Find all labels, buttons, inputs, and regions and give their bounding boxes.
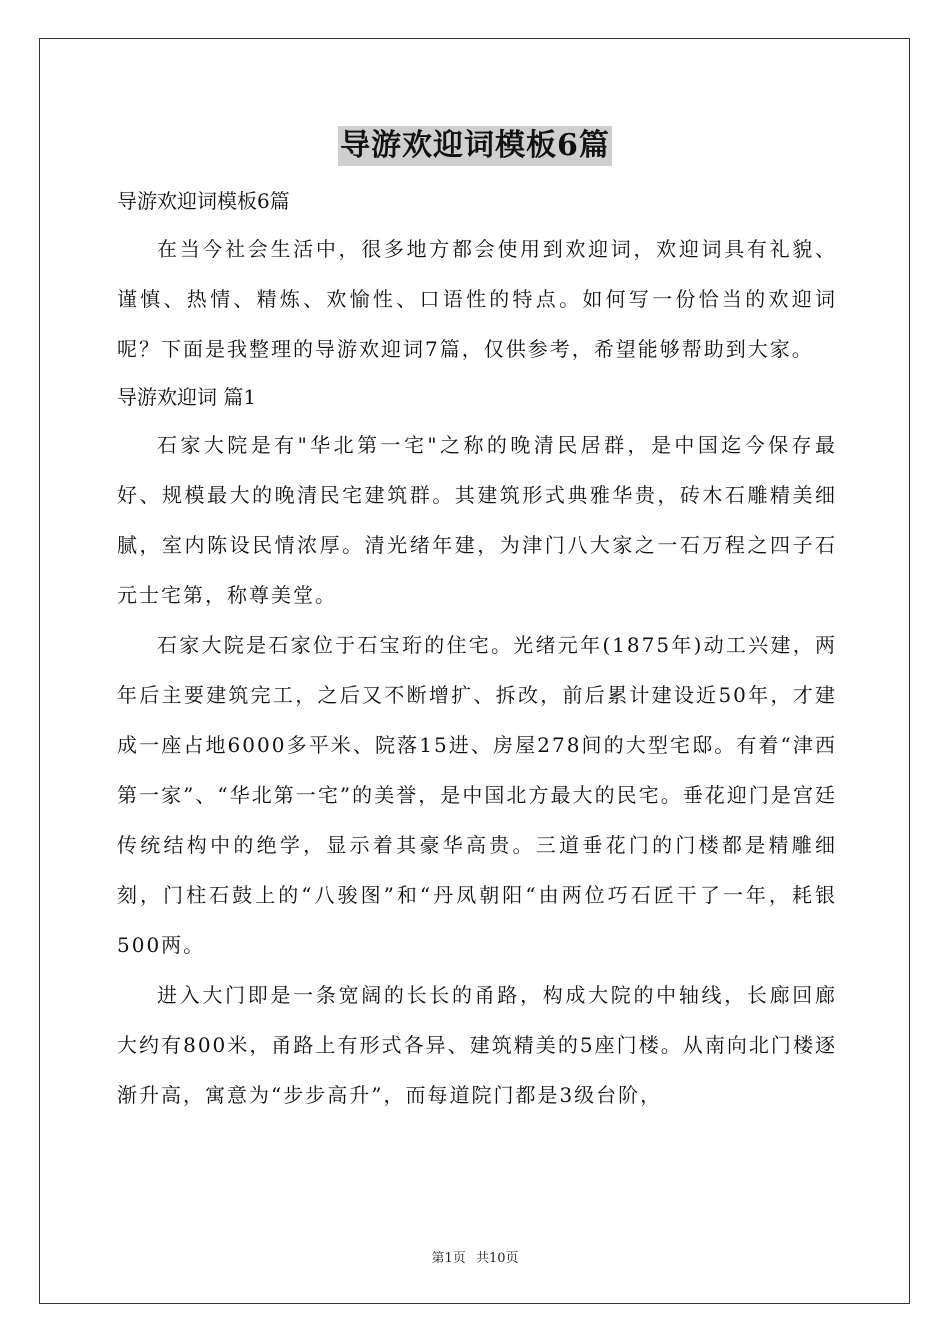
page-number: 第1页 [431, 1251, 466, 1266]
body-paragraph: 石家大院是有"华北第一宅"之称的晚清民居群，是中国迄今保存最好、规模最大的晚清民宅建筑群。其建筑形式典雅华贵，砖木石雕精美细腻，室内陈设民情浓厚。清光绪年建，为津门八大家之一石万程之四子石元士宅第，称尊美堂。 [117, 433, 837, 607]
body-paragraph: 石家大院是石家位于石宝珩的住宅。光绪元年(1875年)动工兴建，两年后主要建筑完工，之后又不断增扩、拆改，前后累计建设近50年，才建成一座占地6000多平米、院落15进、房屋278间的大型宅邸。有着“津西第一家”、“华北第一宅”的美誉，是中国北方最大的民宅。垂花迎门是宫廷传统结构中的绝学，显示着其豪华高贵。三道垂花门的门楼都是精雕细刻，门柱石鼓上的“八骏图”和“丹凤朝阳“由两位巧石匠干了一年，耗银500两。 [117, 633, 837, 957]
page-footer [0, 1247, 950, 1266]
title-container [0, 126, 950, 166]
section-heading: 导游欢迎词 篇1 [117, 385, 257, 409]
intro-paragraph: 在当今社会生活中，很多地方都会使用到欢迎词，欢迎词具有礼貌、谨慎、热情、精炼、欢愉性、口语性的特点。如何写一份恰当的欢迎词呢？下面是我整理的导游欢迎词7篇，仅供参考，希望能够帮助到大家。 [117, 237, 837, 361]
page-total: 共10页 [475, 1251, 519, 1266]
document-subtitle: 导游欢迎词模板6篇 [117, 189, 290, 213]
document-body [117, 178, 837, 1120]
body-paragraph: 进入大门即是一条宽阔的长长的甬路，构成大院的中轴线，长廊回廊大约有800米，甬路上有形式各异、建筑精美的5座门楼。从南向北门楼逐渐升高，寓意为“步步高升”，而每道院门都是3级台阶， [117, 983, 837, 1107]
document-title: 导游欢迎词模板6篇 [338, 126, 612, 166]
